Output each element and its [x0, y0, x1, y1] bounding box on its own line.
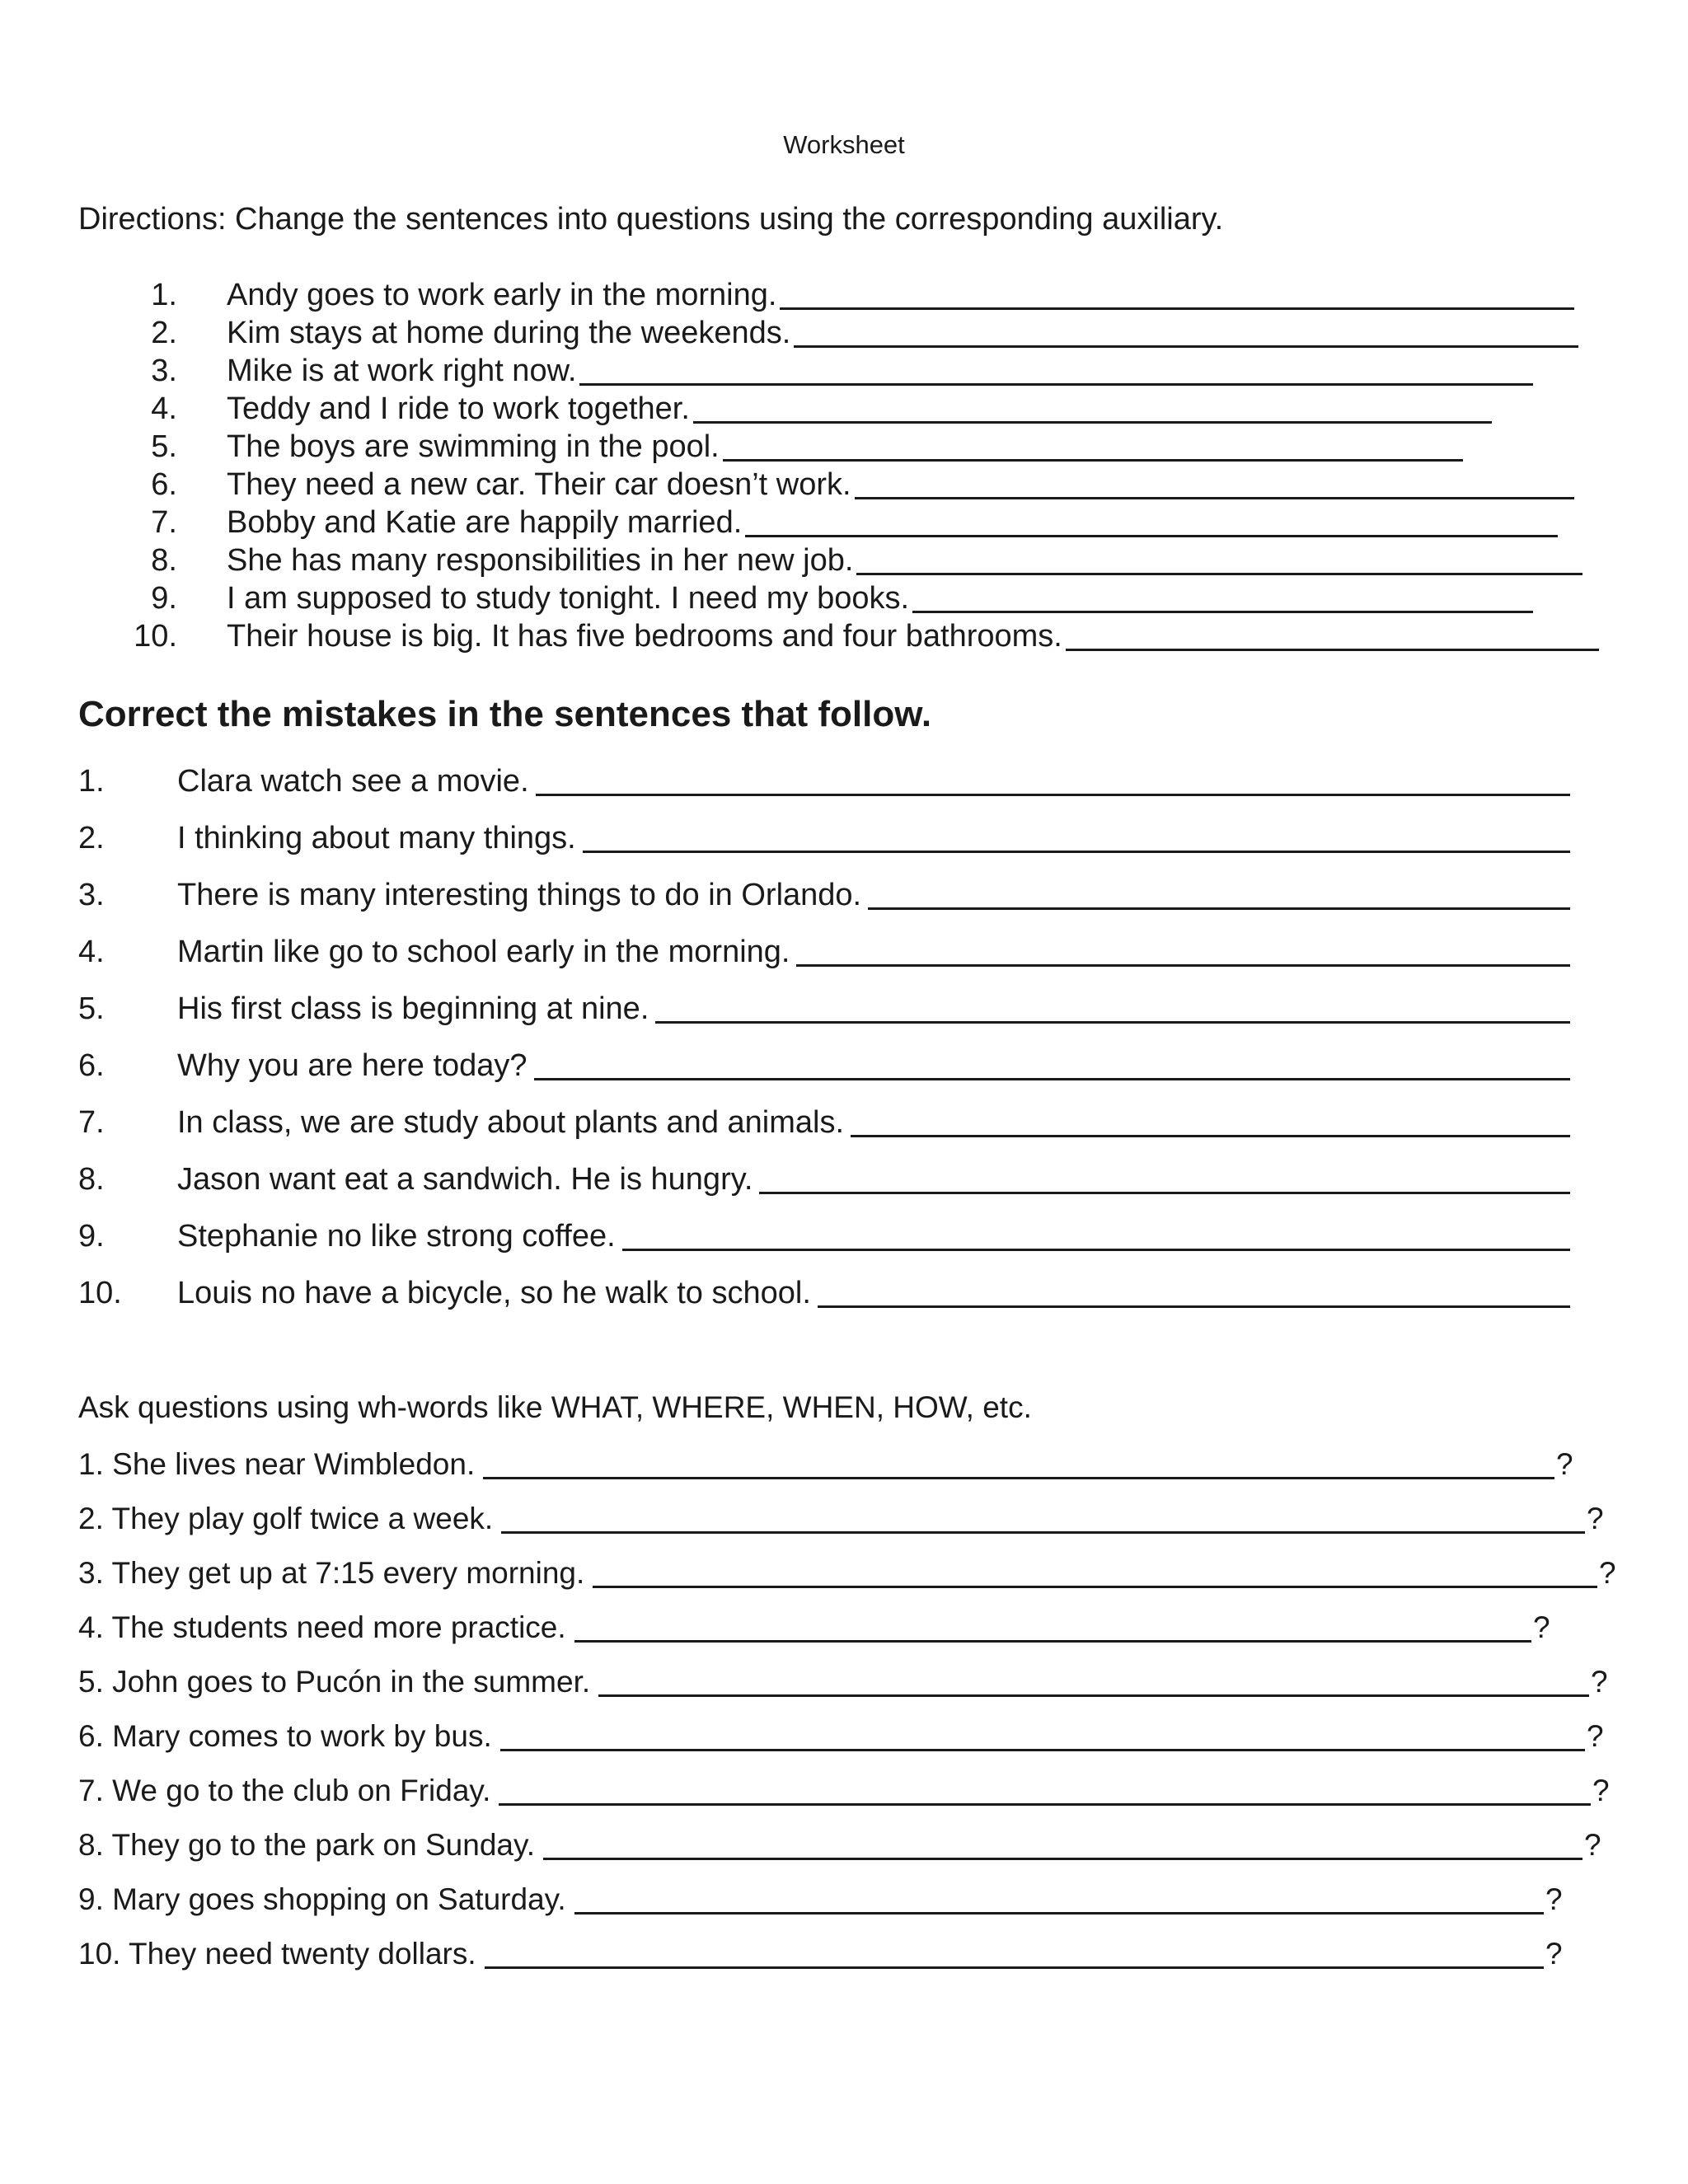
- item-sentence: 2. They play golf twice a week.: [78, 1502, 494, 1535]
- section2-heading: Correct the mistakes in the sentences that follow.: [78, 694, 932, 734]
- item-number: 10.: [78, 1276, 122, 1310]
- worksheet-title: Worksheet: [783, 130, 905, 159]
- question-mark: ?: [1599, 1556, 1616, 1590]
- item-sentence: Louis no have a bicycle, so he walk to school.: [177, 1276, 811, 1310]
- item-sentence: The boys are swimming in the pool.: [227, 429, 720, 464]
- item-number: 10.: [134, 619, 177, 654]
- question-mark: ?: [1556, 1447, 1573, 1481]
- answer-blank-line[interactable]: [851, 1135, 1570, 1137]
- item-sentence: 9. Mary goes shopping on Saturday.: [78, 1882, 566, 1916]
- answer-blank-line[interactable]: [501, 1531, 1585, 1534]
- item-sentence: 8. They go to the park on Sunday.: [78, 1828, 536, 1862]
- item-sentence: 1. She lives near Wimbledon.: [78, 1447, 476, 1481]
- item-sentence: 4. The students need more practice.: [78, 1610, 566, 1644]
- answer-blank-line[interactable]: [759, 1192, 1570, 1194]
- answer-blank-line[interactable]: [868, 907, 1570, 910]
- item-sentence: I thinking about many things.: [177, 821, 576, 855]
- item-number: 3.: [151, 354, 177, 388]
- item-number: 4.: [78, 935, 105, 969]
- item-number: 9.: [78, 1219, 105, 1254]
- item-sentence: 6. Mary comes to work by bus.: [78, 1719, 492, 1753]
- answer-blank-line[interactable]: [780, 307, 1574, 310]
- item-number: 7.: [151, 505, 177, 540]
- item-sentence: Why you are here today?: [177, 1048, 528, 1083]
- item-sentence: 3. They get up at 7:15 every morning.: [78, 1556, 585, 1590]
- section1-directions: Directions: Change the sentences into questions using the corresponding auxiliary.: [78, 202, 1224, 237]
- answer-blank-line[interactable]: [856, 573, 1582, 575]
- question-mark: ?: [1584, 1828, 1601, 1862]
- item-sentence: Kim stays at home during the weekends.: [227, 316, 791, 350]
- item-number: 1.: [78, 764, 105, 799]
- item-sentence: I am supposed to study tonight. I need my books.: [227, 581, 910, 616]
- item-sentence: They need a new car. Their car doesn’t work.: [227, 467, 851, 502]
- item-sentence: Their house is big. It has five bedrooms and four bathrooms.: [227, 619, 1062, 654]
- answer-blank-line[interactable]: [485, 1966, 1544, 1969]
- item-number: 2.: [78, 821, 105, 855]
- answer-blank-line[interactable]: [598, 1694, 1589, 1697]
- item-number: 5.: [151, 429, 177, 464]
- question-mark: ?: [1545, 1882, 1563, 1916]
- item-sentence: Jason want eat a sandwich. He is hungry.: [177, 1162, 753, 1197]
- question-mark: ?: [1545, 1937, 1563, 1971]
- item-sentence: Stephanie no like strong coffee.: [177, 1219, 616, 1254]
- answer-blank-line[interactable]: [543, 1858, 1582, 1860]
- answer-blank-line[interactable]: [583, 851, 1570, 853]
- item-sentence: 10. They need twenty dollars.: [78, 1937, 476, 1971]
- item-number: 6.: [78, 1048, 105, 1083]
- section3-heading: Ask questions using wh-words like WHAT, WHERE, WHEN, HOW, etc.: [78, 1390, 1032, 1424]
- item-number: 3.: [78, 878, 105, 912]
- item-number: 4.: [151, 391, 177, 426]
- answer-blank-line[interactable]: [534, 1078, 1570, 1080]
- answer-blank-line[interactable]: [655, 1021, 1570, 1024]
- answer-blank-line[interactable]: [818, 1305, 1570, 1308]
- item-number: 6.: [151, 467, 177, 502]
- item-number: 8.: [151, 543, 177, 578]
- item-sentence: There is many interesting things to do in Orlando.: [177, 878, 862, 912]
- answer-blank-line[interactable]: [574, 1640, 1531, 1643]
- item-sentence: Bobby and Katie are happily married.: [227, 505, 743, 540]
- item-sentence: 5. John goes to Pucón in the summer.: [78, 1665, 591, 1699]
- answer-blank-line[interactable]: [796, 964, 1570, 967]
- answer-blank-line[interactable]: [579, 383, 1533, 386]
- answer-blank-line[interactable]: [855, 497, 1574, 499]
- question-mark: ?: [1533, 1610, 1550, 1644]
- answer-blank-line[interactable]: [593, 1586, 1597, 1588]
- item-sentence: Andy goes to work early in the morning.: [227, 278, 777, 312]
- answer-blank-line[interactable]: [574, 1912, 1544, 1915]
- item-sentence: Martin like go to school early in the morning.: [177, 935, 790, 969]
- answer-blank-line[interactable]: [483, 1477, 1554, 1479]
- answer-blank-line[interactable]: [1066, 649, 1599, 651]
- question-mark: ?: [1591, 1665, 1608, 1699]
- answer-blank-line[interactable]: [794, 345, 1578, 348]
- answer-blank-line[interactable]: [723, 459, 1463, 462]
- item-number: 9.: [151, 581, 177, 616]
- item-number: 1.: [151, 278, 177, 312]
- answer-blank-line[interactable]: [745, 535, 1558, 537]
- answer-blank-line[interactable]: [693, 421, 1492, 424]
- item-sentence: In class, we are study about plants and animals.: [177, 1105, 845, 1140]
- item-sentence: His first class is beginning at nine.: [177, 991, 649, 1026]
- item-sentence: Teddy and I ride to work together.: [227, 391, 690, 426]
- answer-blank-line[interactable]: [500, 1749, 1585, 1751]
- question-mark: ?: [1587, 1502, 1604, 1535]
- item-sentence: Clara watch see a movie.: [177, 764, 529, 799]
- item-number: 7.: [78, 1105, 105, 1140]
- question-mark: ?: [1592, 1774, 1610, 1807]
- answer-blank-line[interactable]: [622, 1249, 1570, 1251]
- item-number: 2.: [151, 316, 177, 350]
- item-number: 5.: [78, 991, 105, 1026]
- item-number: 8.: [78, 1162, 105, 1197]
- answer-blank-line[interactable]: [912, 611, 1533, 613]
- item-sentence: 7. We go to the club on Friday.: [78, 1774, 491, 1807]
- answer-blank-line[interactable]: [499, 1803, 1591, 1806]
- item-sentence: Mike is at work right now.: [227, 354, 577, 388]
- answer-blank-line[interactable]: [536, 794, 1570, 796]
- item-sentence: She has many responsibilities in her new job.: [227, 543, 854, 578]
- question-mark: ?: [1587, 1719, 1604, 1753]
